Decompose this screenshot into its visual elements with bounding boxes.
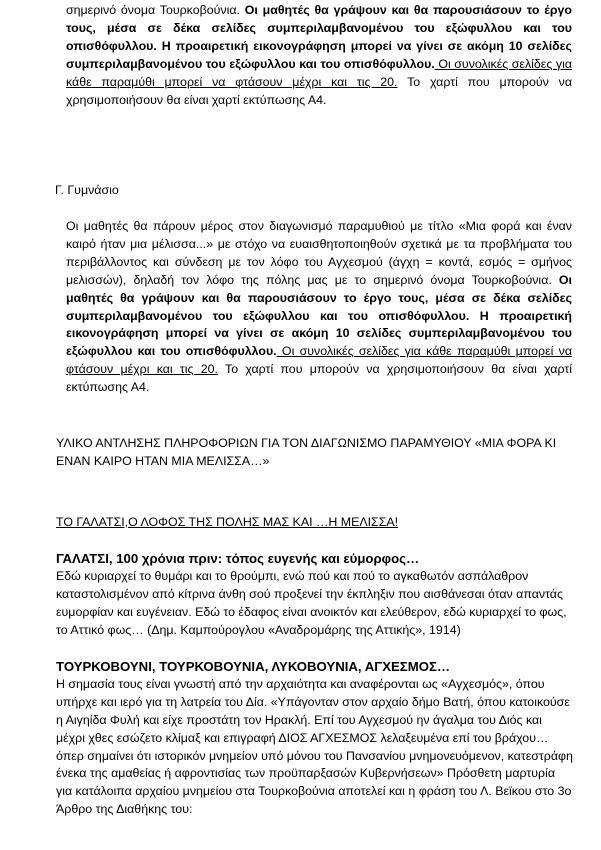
gymnasium-paragraph [66,218,572,397]
paragraph-bold-text: Οι μαθητές θα γράψουν και θα παρουσιάσουν το έργο τους, μέσα σε δέκα σελίδες συμπεριλαμβανομένου του εξώφυλλου και του οπισθόφυλλου. Η προαιρετική εικονογράφηση μπορεί να γίνει σε ακόμη 10 σελίδες συμπεριλαμβανομένου του εξώφυλλου και του οπισθόφυλλου. [66,272,572,359]
tourkovounia-section [56,658,574,819]
paragraph-bold-text: Οι μαθητές θα γράψουν και θα παρουσιάσουν το έργο τους, μέσα σε δέκα σελίδες συμπεριλαμβανομένου του εξώφυλλου και του οπισθόφυλλου. Η προαιρετική εικονογράφηση μπορεί να γίνει σε ακόμη 10 σελίδες συμπεριλαμβανομένου του εξώφυλλου και του οπισθόφυλλου. [66,3,573,71]
paragraph-tail-text: Το χαρτί που μπορούν να χρησιμοποιήσουν θα είναι χαρτί εκτύπωσης Α4. [66,74,572,107]
continued-paragraph [66,2,572,109]
paragraph-text: σημερινό όνομα Τουρκοβούνια. [66,3,245,17]
tourkovounia-heading: ΤΟΥΡΚΟΒΟΥΝΙ, ΤΟΥΡΚΟΒΟΥΝΙΑ, ΛΥΚΟΒΟΥΝΙΑ, ΑΓΧΕΣΜΟΣ… [56,659,451,674]
paragraph-text: Οι μαθητές θα πάρουν μέρος στον διαγωνισμό παραμυθιού με τίτλο «Μια φορά και έναν καιρό ήταν μια μέλισσα...» με στόχο να ευαισθητοποιηθούν σχετικά με τα προβλήματα του περιβάλλοντος και σύνδεση με τον λόφο του Αγχεσμού (άγχη = κοντά, εσμός = σμήνος μελισσών), δηλαδή τον λόφο της πόλης μας με το σημερινό όνομα Τουρκοβούνια. [66,219,572,287]
galatsi-body: Εδώ κυριαρχεί το θυμάρι και το θρούμπι, ενώ πού και πού το αγκαθωτόν ασπάλαθρον καταστολισμένον από κίτρινα άνθη σού προξενεί την έκπληξιν που αισθάνεσαι όταν απαντάς ευμορφίαν και ευγένειαν. Εδώ το έδαφος είναι ανοικτόν και ελεύθερον, εδώ κυριαρχεί το φως, το Αττικό φως… (Δημ. Καμπούρογλου «Αναδρομάρης της Αττικής», 1914) [56,568,567,637]
tourkovounia-body: Η σημασία τους είναι γνωστή από την αρχαιότητα και αναφέρονται ως «Αγχεσμός», όπου υπήρχε και ιερό για τη λατρεία του Δία. «Υπάγονταν στον αρχαίο δήμο Βατή, όπου κατοικούσε η Αιγηίδα Φυλή και είχε προστάτη τον Ηρακλή. Επί του Αγχεσμού ην άγαλμα του Διός και μέχρι χθες εσώζετο κλίμαξ και επιγραφή ΔΙΟΣ ΑΓΧΕΣΜΟΣ λελαξευμένα επί του βράχου… όπερ σημαίνει ότι ιστορικόν μνημείον υπό μόνου του Πανσανίου μνημονευόμενον, κατεστράφη ένεκα της αμαθείας ή αφροντισίας των προϋπαρξασών Κυβερνήσεων» Πρόσθετη μαρτυρία για κατάλοιπα αρχαίου μνημείου στα Τουρκοβούνια αποτελεί και η φράση του Λ. Βεϊκου στο 3ο Άρθρο της Διαθήκης του: [56,676,573,817]
galatsi-section [56,550,574,640]
paragraph-underlined-text: Οι συνολικές σελίδες για κάθε παραμύθι μπορεί να φτάσουν μέχρι και τις 20. [66,344,573,377]
section-title [56,514,574,532]
paragraph-underlined-text: Οι συνολικές σελίδες για κάθε παραμύθι μπορεί να φτάσουν μέχρι και τις 20. [66,56,572,89]
section-title-text: ΤΟ ΓΑΛΑΤΣΙ,Ο ΛΟΦΟΣ ΤΗΣ ΠΟΛΗΣ ΜΑΣ ΚΑΙ …Η ΜΕΛΙΣΣΑ! [56,515,399,529]
paragraph-tail-text: Το χαρτί που μπορούν να χρησιμοποιήσουν θα είναι χαρτί εκτύπωσης Α4. [66,362,572,395]
material-title: ΥΛΙΚΟ ΑΝΤΛΗΣΗΣ ΠΛΗΡΟΦΟΡΙΩΝ ΓΙΑ ΤΟΝ ΔΙΑΓΩΝΙΣΜΟ ΠΑΡΑΜΥΘΙΟΥ «ΜΙΑ ΦΟΡΑ ΚΙ ΕΝΑΝ ΚΑΙΡΟ ΗΤΑΝ ΜΙΑ ΜΕΛΙΣΣΑ…» [56,436,557,468]
section-heading-gymnasium: Γ. Γυμνάσιο [55,183,119,197]
galatsi-heading: ΓΑΛΑΤΣΙ, 100 χρόνια πριν: τόπος ευγενής και εύμορφος… [56,551,420,566]
